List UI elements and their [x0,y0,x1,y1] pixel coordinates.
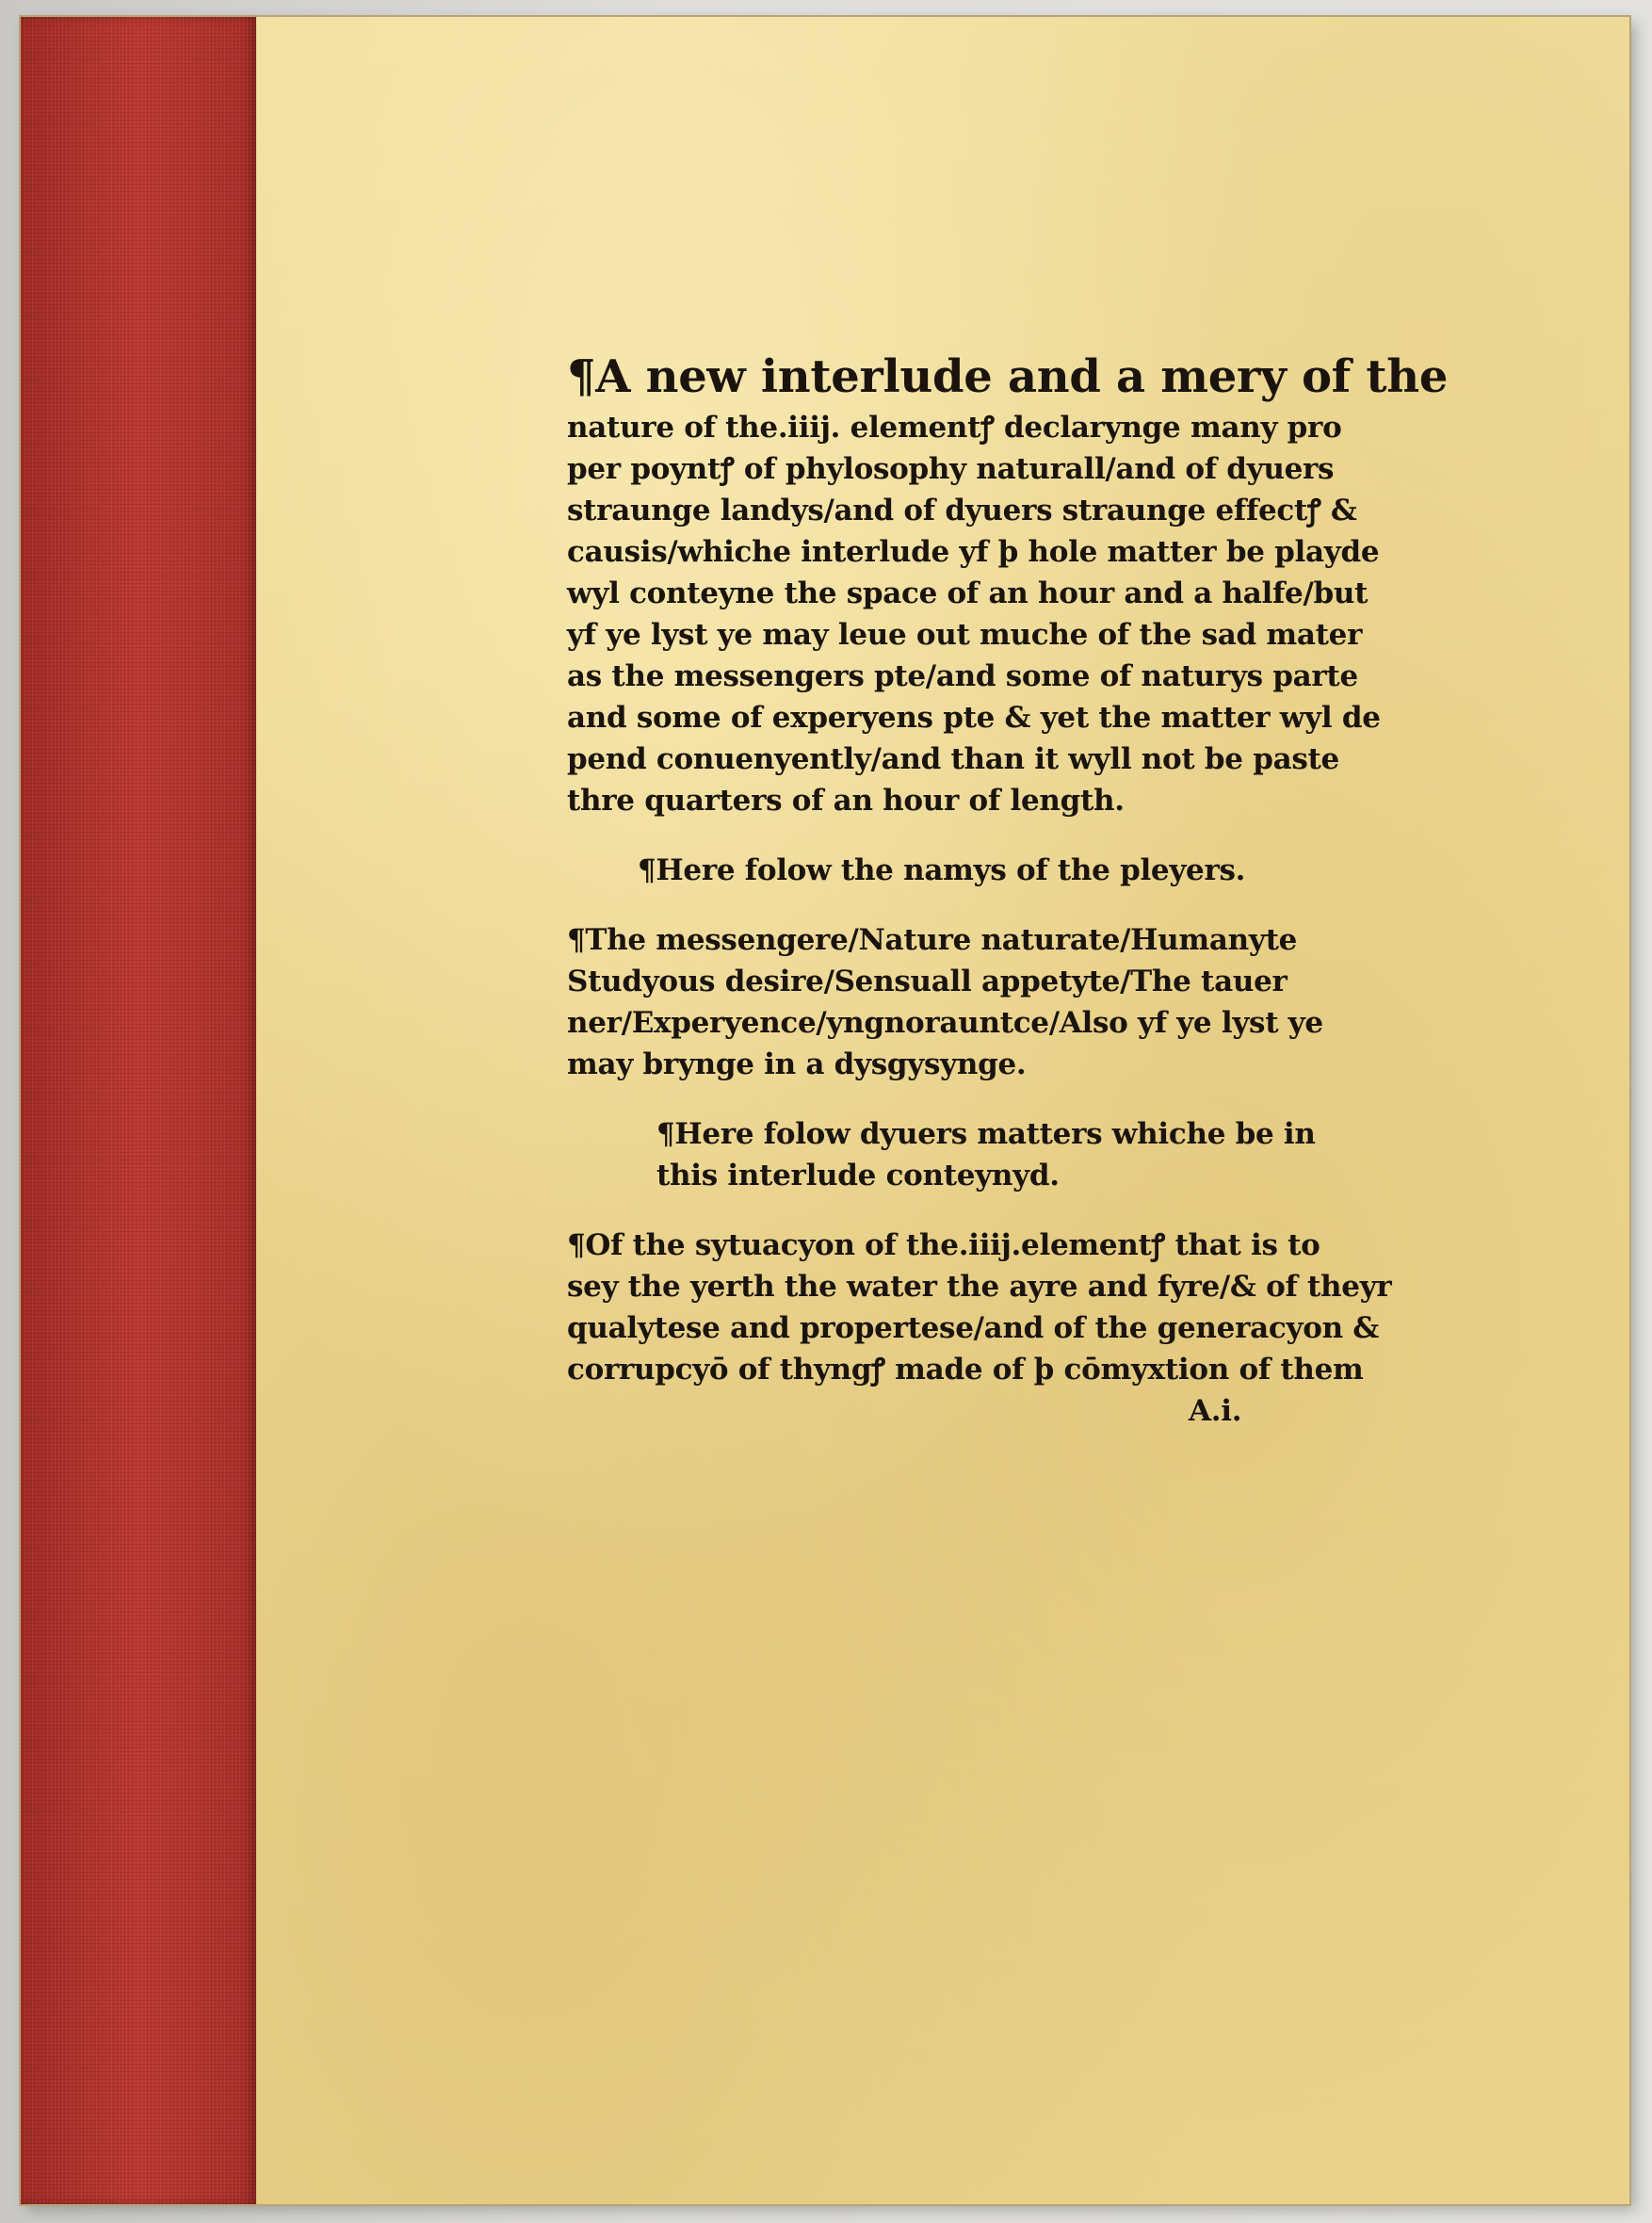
intro-line: as the messengers pte/and some of naturys parte [567,659,1358,693]
spacer [567,1085,1377,1113]
players-line: Studyous desire/Sensuall appetyte/The tauer [567,965,1288,998]
intro-line: per poyntꝭ of phylosophy naturall/and of dyuers [567,452,1335,486]
intro-line: yf ye lyst ye may leue out muche of the sad mater [567,618,1363,652]
intro-line: and some of experyens pte & yet the matter wyl de [567,701,1381,735]
book [21,17,1629,2204]
cloth-spine [21,17,256,2204]
intro-line: straunge landys/and of dyuers straunge effectꝭ & [567,494,1357,527]
matters-line: corrupcyō of thyngꝭ made of þ cōmyxtion of them [567,1353,1364,1387]
intro-line: wyl conteyne the space of an hour and a halfe/but [567,576,1369,610]
matters-line: qualytese and propertese/and of the generacyon & [567,1311,1379,1345]
players-line: ner/Experyence/yngnorauntce/Also yf ye lyst ye [567,1006,1323,1040]
intro-line: causis/whiche interlude yf þ hole matter be playde [567,535,1380,569]
matters-line: sey the yerth the water the ayre and fyre/& of theyr [567,1270,1392,1304]
matters-heading-line: this interlude conteynyd. [656,1159,1060,1193]
players-line: may brynge in a dysgysynge. [567,1047,1027,1081]
players-line: ¶The messengere/Nature naturate/Humanyte [567,923,1298,957]
matters-heading-line: ¶Here folow dyuers matters whiche be in [656,1117,1316,1151]
signature-mark: A.i. [1189,1394,1242,1428]
spacer [567,1196,1377,1225]
book-cover [256,17,1629,2204]
spacer [567,821,1377,850]
intro-line: nature of the.iiij. elementꝭ declarynge many pro [567,411,1342,445]
intro-line: thre quarters of an hour of length. [567,784,1125,818]
title-line: ¶A new interlude and a mery of the [567,350,1449,403]
matters-line: ¶Of the sytuacyon of the.iiij.elementꝭ that is to [567,1228,1320,1262]
cover-text-block [567,347,1449,1432]
spacer [567,891,1377,919]
intro-line: pend conuenyently/and than it wyll not be paste [567,742,1339,776]
players-heading: ¶Here folow the namys of the pleyers. [638,853,1246,887]
